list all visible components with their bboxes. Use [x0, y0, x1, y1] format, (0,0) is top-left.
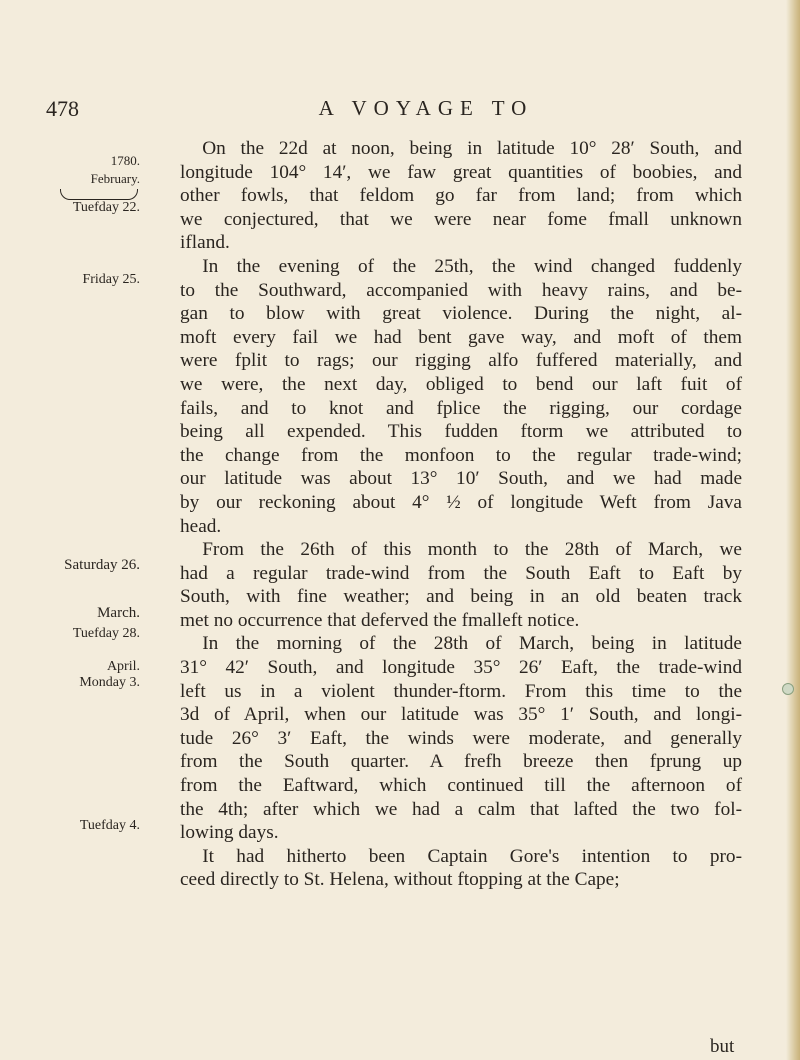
text-line: moft every fail we had bent gave way, and moft of them [180, 326, 742, 348]
paragraph [180, 255, 742, 538]
text-line: On the 22d at noon, being in latitude 10° 28′ South, and [202, 138, 742, 159]
margin-note-date: Saturday 26. [64, 557, 140, 573]
text-line: head. [180, 515, 222, 537]
margin-note-date: Monday 3. [79, 675, 140, 690]
paragraph [180, 137, 742, 255]
margin-note-year: 1780. [110, 153, 140, 168]
paragraph [180, 538, 742, 632]
margin-note-date: Friday 25. [82, 272, 140, 287]
text-line: we conjectured, that we were near fome fmall unknown [180, 208, 742, 230]
text-line: 3d of April, when our latitude was 35° 1′ South, and longi- [180, 704, 742, 726]
margin-note-date: Tuefday 28. [72, 626, 140, 641]
text-line: by our reckoning about 4° ½ of longitude Weft from Java [180, 491, 742, 513]
text-line: had a regular trade-wind from the South Eaft to Eaft by [180, 562, 742, 584]
text-line: the 4th; after which we had a calm that lafted the two fol- [180, 798, 742, 820]
text-line: from the South quarter. A frefh breeze then fprung up [180, 751, 742, 773]
text-line: lowing days. [180, 822, 279, 844]
text-line: other fowls, that feldom go far from land; from which [180, 185, 742, 207]
text-line: our latitude was about 13° 10′ South, and we had made [180, 468, 742, 490]
text-line: South, with fine weather; and being in an old beaten track [180, 586, 742, 608]
margin-note-month [20, 171, 140, 200]
text-line: In the evening of the 25th, the wind changed fuddenly [202, 255, 742, 277]
text-line: from the Eaftward, which continued till the afternoon of [180, 775, 742, 797]
paragraph [180, 845, 742, 892]
page-number: 478 [46, 96, 79, 121]
page-edge [786, 0, 800, 1060]
text-line: gan to blow with great violence. During the night, al- [180, 303, 742, 325]
text-line: 31° 42′ South, and longitude 35° 26′ Eaft, the trade-wind [180, 657, 742, 679]
margin-note-month: April. [106, 659, 140, 674]
text-line: met no occurrence that deferved the fmalleft notice. [180, 609, 580, 631]
margin-note-date: Tuefday 4. [79, 818, 140, 833]
text-line: we were, the next day, obliged to bend our laft fuit of [180, 373, 742, 395]
text-line: From the 26th of this month to the 28th of March, we [202, 539, 742, 561]
text-line: ifland. [180, 232, 230, 254]
text-line: fails, and to knot and fplice the rigging, our cordage [180, 397, 742, 419]
margin-notes [0, 0, 140, 1060]
text-line: It had hitherto been Captain Gore's intention to pro- [202, 845, 742, 867]
text-line: being all expended. This fudden ftorm we attributed to [180, 421, 742, 443]
ink-blot [782, 683, 794, 695]
text-line: were fplit to rags; our rigging alfo fuffered materially, and [180, 350, 742, 372]
text-line: to the Southward, accompanied with heavy rains, and be- [180, 279, 742, 301]
text-line: In the morning of the 28th of March, being in latitude [202, 633, 742, 655]
text-line: ceed directly to St. Helena, without ftopping at the Cape; [180, 869, 620, 891]
running-head: A VOYAGE TO [318, 96, 534, 120]
text-line: left us in a violent thunder-ftorm. From this time to the [180, 680, 742, 702]
margin-brace [60, 189, 138, 200]
margin-note-date: Tuefday 22. [72, 200, 140, 215]
text-line: tude 26° 3′ Eaft, the winds were moderate, and generally [180, 727, 742, 749]
catchword: but [710, 1036, 735, 1057]
margin-note-month-label: February. [90, 171, 140, 186]
body-text [180, 137, 742, 892]
text-line: the change from the monfoon to the regular trade-wind; [180, 444, 742, 466]
text-line: longitude 104° 14′, we faw great quantities of boobies, and [180, 161, 742, 183]
margin-note-month: March. [97, 605, 140, 621]
paragraph [180, 632, 742, 844]
